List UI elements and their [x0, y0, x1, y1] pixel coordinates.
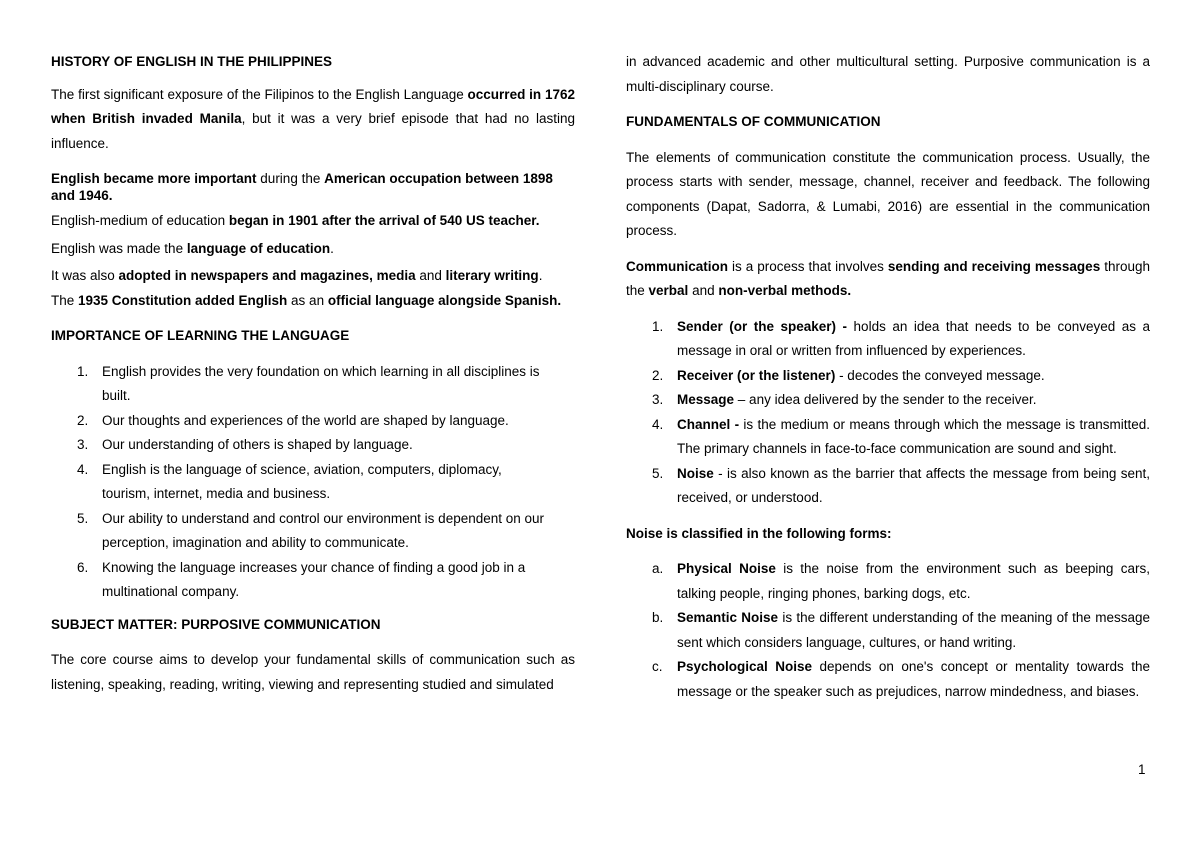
- history-paragraph-1: [51, 83, 575, 157]
- list-item-text: English provides the very foundation on which learning in all disciplines is built.: [102, 363, 540, 403]
- list-item: [626, 606, 1150, 655]
- text-run: and: [688, 283, 719, 298]
- list-number: 2.: [652, 367, 664, 383]
- list-item-text: depends on one's concept or mentality towards the message or the speaker such as prejudices, narrow mindedness, and biases.: [677, 659, 1151, 699]
- history-paragraph-2: [51, 170, 575, 204]
- page-number: 1: [1138, 762, 1146, 777]
- list-number: 5.: [77, 510, 89, 526]
- list-item: [51, 433, 575, 458]
- history-paragraph-5: [51, 264, 575, 289]
- list-item-text: Our ability to understand and control our environment is dependent on our perception, imagination and ability to communicate.: [102, 510, 545, 550]
- list-item: [626, 655, 1150, 704]
- text-run: English-medium of education: [51, 213, 229, 228]
- list-item: [51, 507, 575, 556]
- continued-paragraph: in advanced academic and other multicultural setting. Purposive communication is a multi-disciplinary course.: [626, 54, 1150, 94]
- list-number: 1.: [77, 363, 89, 379]
- bold-run: English became more important: [51, 171, 257, 186]
- list-item-term: Channel -: [677, 416, 740, 432]
- bold-run: American occupation between 1898 and 1946.: [51, 171, 553, 203]
- list-item-text: is the medium or means through which the message is transmitted. The primary channels in face-to-face communication are sound and sight.: [677, 416, 1150, 456]
- left-column: [51, 50, 575, 697]
- bold-run: non-verbal methods.: [718, 283, 852, 298]
- list-item: [51, 409, 575, 434]
- history-paragraph-4: [51, 237, 575, 262]
- list-item-text: - decodes the conveyed message.: [835, 367, 1045, 383]
- list-item-term: Psychological Noise: [677, 659, 813, 674]
- list-number: 4.: [652, 416, 664, 432]
- list-letter: c.: [652, 659, 663, 674]
- noise-list: [626, 557, 1150, 704]
- bold-run: official language alongside Spanish.: [327, 292, 562, 308]
- bold-run: 1935 Constitution added English: [78, 292, 288, 308]
- text-run: The first significant exposure of the Filipinos to the English Language: [51, 86, 468, 102]
- list-item-text: - is also known as the barrier that affects the message from being sent, received, or understood.: [677, 465, 1150, 505]
- list-item-text: is the noise from the environment such as beeping cars, talking people, ringing phones, barking dogs, etc.: [677, 561, 1150, 601]
- elements-list: [626, 315, 1150, 511]
- history-paragraph-3: [51, 209, 575, 234]
- bold-run: Communication: [626, 258, 729, 274]
- list-number: 3.: [652, 392, 664, 407]
- list-item: [51, 360, 575, 409]
- list-item-term: Message: [677, 392, 735, 407]
- list-number: 5.: [652, 465, 664, 481]
- list-letter: a.: [652, 561, 664, 576]
- right-column: [626, 50, 1150, 704]
- text-run: It was also: [51, 268, 119, 283]
- bold-run: began in 1901 after the arrival of 540 US teacher.: [228, 213, 540, 228]
- subject-heading: SUBJECT MATTER: PURPOSIVE COMMUNICATION: [51, 616, 381, 632]
- bold-run: literary writing: [445, 268, 539, 283]
- list-item: [626, 364, 1150, 389]
- list-letter: b.: [652, 610, 664, 625]
- list-item: [626, 413, 1150, 462]
- list-number: 6.: [77, 559, 89, 575]
- history-paragraph-6: [51, 289, 575, 314]
- text-run: The: [51, 292, 79, 308]
- list-number: 1.: [652, 318, 664, 334]
- list-item-term: Physical Noise: [677, 561, 776, 576]
- list-number: 2.: [77, 412, 89, 428]
- text-run: , but it was a very brief episode that had no lasting influence.: [51, 111, 575, 151]
- text-run: and: [415, 268, 446, 283]
- list-item: [626, 388, 1150, 413]
- text-run: during the: [256, 171, 325, 186]
- text-run: .: [538, 268, 543, 283]
- list-item-term: Noise: [677, 465, 714, 481]
- history-heading: HISTORY OF ENGLISH IN THE PHILIPPINES: [51, 54, 333, 69]
- list-item-text: Our thoughts and experiences of the world are shaped by language.: [102, 412, 509, 428]
- importance-heading: IMPORTANCE OF LEARNING THE LANGUAGE: [51, 328, 350, 343]
- list-item-text: English is the language of science, aviation, computers, diplomacy, tourism, internet, media and business.: [102, 461, 502, 501]
- text-run: is a process that involves: [728, 258, 888, 274]
- list-item-term: Receiver (or the listener): [677, 367, 836, 383]
- list-number: 3.: [77, 437, 89, 452]
- text-run: .: [330, 240, 334, 256]
- list-item: [51, 556, 575, 605]
- list-item-text: Our understanding of others is shaped by language.: [102, 437, 413, 452]
- bold-run: language of education: [186, 240, 331, 256]
- list-item: [626, 557, 1150, 606]
- noise-heading: Noise is classified in the following forms:: [626, 525, 892, 541]
- list-number: 4.: [77, 461, 89, 477]
- communication-definition: [626, 255, 1150, 304]
- list-item-term: Semantic Noise: [677, 610, 779, 625]
- list-item: [626, 462, 1150, 511]
- bold-run: occurred in 1762 when British invaded Manila: [51, 86, 575, 126]
- list-item-text: – any idea delivered by the sender to the receiver.: [734, 392, 1037, 407]
- list-item-term: Sender (or the speaker) -: [677, 318, 848, 334]
- bold-run: adopted in newspapers and magazines, media: [118, 268, 416, 283]
- importance-list: [51, 360, 575, 605]
- bold-run: sending and receiving messages: [887, 258, 1101, 274]
- subject-paragraph: The core course aims to develop your fundamental skills of communication such as listening, speaking, reading, writing, viewing and representing studied and simulated: [51, 652, 575, 692]
- list-item-text: Knowing the language increases your chance of finding a good job in a multinational company.: [102, 559, 526, 599]
- bold-run: verbal: [648, 283, 689, 298]
- list-item: [51, 458, 575, 507]
- list-item-text: is the different understanding of the meaning of the message sent which considers language, cultures, or hand writing.: [677, 610, 1150, 650]
- fundamentals-heading: FUNDAMENTALS OF COMMUNICATION: [626, 114, 881, 129]
- text-run: as an: [287, 292, 328, 308]
- list-item: [626, 315, 1150, 364]
- text-run: English was made the: [51, 240, 187, 256]
- fundamentals-paragraph: The elements of communication constitute the communication process. Usually, the process starts with sender, message, channel, receiver and feedback. The following components (Dapat, Sadorra, & Lumabi, 2016) are essential in the communication process.: [626, 149, 1150, 238]
- list-item-text: holds an idea that needs to be conveyed as a message in oral or written from influenced by experiences.: [677, 318, 1150, 358]
- text-run: through the: [626, 258, 1150, 298]
